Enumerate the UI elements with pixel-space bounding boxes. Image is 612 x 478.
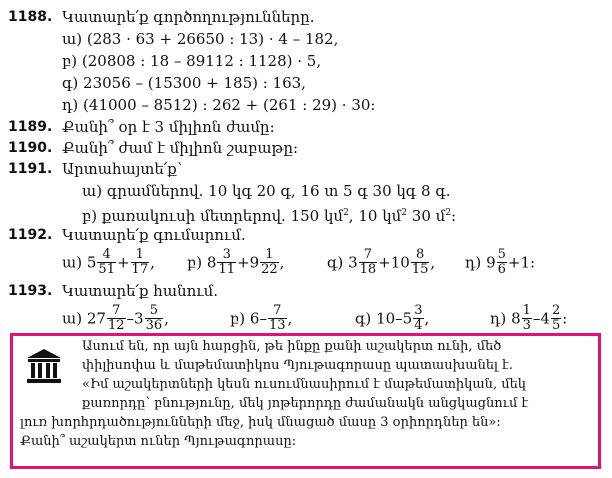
problem-item: ա) (283 · 63 + 26650 : 13) · 4 – 182, bbox=[62, 30, 339, 48]
problem-item: բ) (20808 : 18 – 89112 : 1128) · 5, bbox=[62, 52, 322, 70]
problem-title: Կատարե՛ք հանում. bbox=[62, 282, 219, 300]
fraction-expression-b: բ) 6– $\frac{7}{13}$ , bbox=[230, 303, 293, 333]
problem-number: 1192. bbox=[8, 227, 53, 243]
problem-number: 1189. bbox=[8, 119, 53, 135]
fraction-expression-g: գ) 3 $\frac{7}{18}$ +10 $\frac{8}{15}$ , bbox=[327, 247, 436, 277]
problem-item: բ) քառակուսի մետրերով. 150 կմ$^2$, 10 կմ$^2$ 30 մ$^2$: bbox=[82, 207, 457, 225]
problem-title: Արտահայտե՛ք՝ bbox=[62, 160, 183, 178]
note-question: Քանի՞ աշակերտ ուներ Պյութագորասը: bbox=[20, 434, 297, 449]
problem-number: 1188. bbox=[8, 9, 53, 25]
fraction-expression-d: դ) 8 $\frac{1}{3}$ –4 $\frac{2}{5}$ : bbox=[490, 303, 568, 333]
fraction-expression-b: բ) 8 $\frac{3}{11}$ +9 $\frac{1}{22}$ , bbox=[187, 247, 285, 277]
note-line: փիլիսոփա և մաթեմատիկոս Պյութագորասը պատասխանել է. bbox=[82, 358, 513, 373]
problem-number: 1193. bbox=[8, 283, 53, 299]
historical-note bbox=[20, 337, 590, 451]
problem-title: Կատարե՛ք գործողությունները. bbox=[62, 8, 315, 26]
fraction-expression-d: դ) 9 $\frac{5}{6}$ +1: bbox=[465, 247, 536, 277]
note-line: Ասում են, որ այն հարցին, թե ինքը քանի աշակերտ ունի, մեծ bbox=[82, 339, 502, 354]
problem-text: Քանի՞ ժամ է միլիոն շաբաթը: bbox=[62, 139, 299, 157]
note-line: քառորդը՝ բնությունը, մեկ յոթերորդը ժամանակն անցկացնում է bbox=[82, 396, 529, 411]
problem-item: գ) 23056 – (15300 + 185) : 163, bbox=[62, 74, 306, 92]
note-line: լուռ խորհրդածությունների մեջ, իսկ մնացած մասը 3 օրիորդներ են»: bbox=[20, 415, 501, 430]
note-line: «Իմ աշակերտների կեսն ուսումնասիրում է մաթեմատիկան, մեկ bbox=[82, 377, 526, 392]
problem-item: դ) (41000 – 8512) : 262 + (261 : 29) · 30: bbox=[62, 96, 376, 114]
problem-number: 1190. bbox=[8, 140, 53, 156]
problem-title: Կատարե՛ք գումարում. bbox=[62, 226, 246, 244]
fraction-expression-a: ա) 5 $\frac{4}{51}$ + $\frac{1}{17}$ , bbox=[62, 247, 155, 277]
fraction-expression-g: գ) 10–5 $\frac{3}{4}$ , bbox=[355, 303, 430, 333]
fraction-expression-a: ա) 27 $\frac{7}{12}$ –3 $\frac{5}{36}$ , bbox=[62, 303, 169, 333]
problem-item: ա) գրամներով. 10 կգ 20 գ, 16 տ 5 գ 30 կգ 8 գ. bbox=[82, 182, 451, 200]
problem-text: Քանի՞ օր է 3 միլիոն ժամը: bbox=[62, 118, 275, 136]
problem-number: 1191. bbox=[8, 161, 53, 177]
